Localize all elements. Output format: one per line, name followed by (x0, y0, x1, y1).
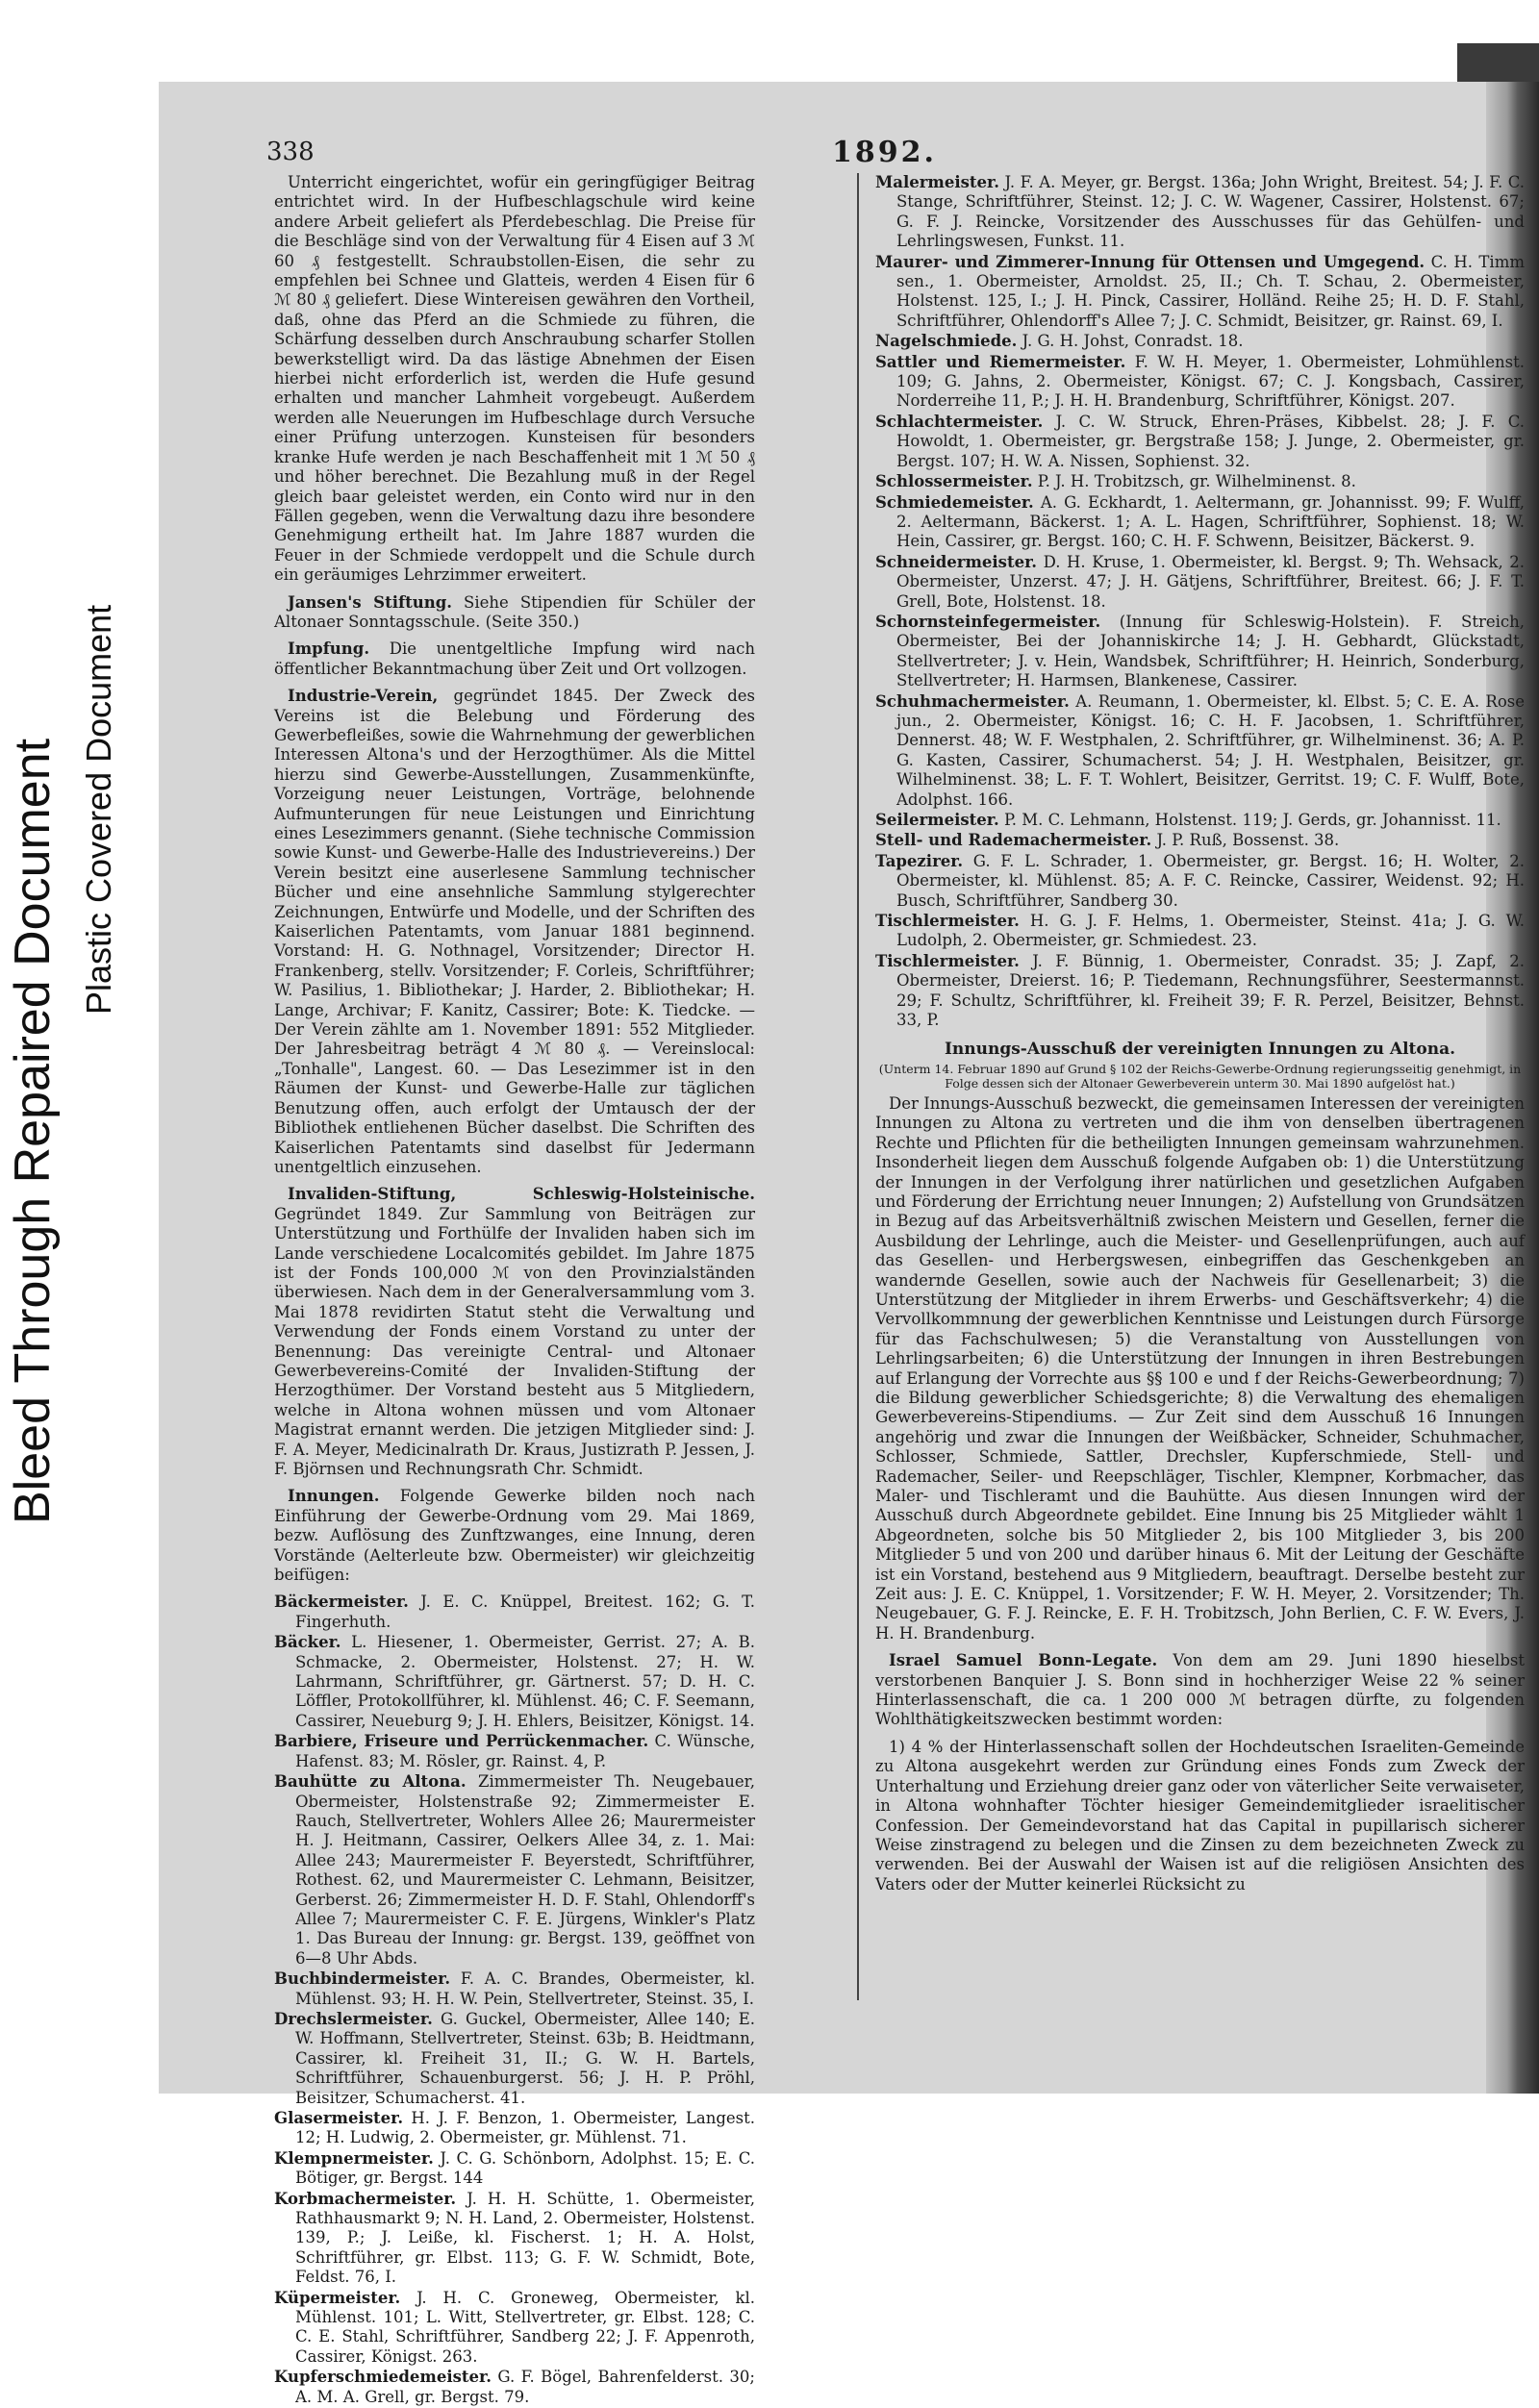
entry-text: C. H. Timm sen., 1. Obermeister, Arnoldst. 25, II.; Ch. T. Schau, 2. Obermeister, Holstenst. 125, I.; J. H. Pinck, Cassirer, Holländ. Reihe 25; H. D. F. Stahl, Schriftführer, Ohlendorff's Allee 7; J. C. Schmidt, Beisitzer, gr. Rainst. 69, I. (896, 252, 1525, 330)
left-directory-entry (274, 1633, 755, 1731)
entry-text: A. Reumann, 1. Obermeister, kl. Elbst. 5; C. E. A. Rose jun., 2. Obermeister, Königst. 16; C. H. F. Jacobsen, 1. Schriftführer, Dennerst. 48; W. F. Westphalen, 2. Schriftführer, gr. Wilhelminenst. 36; A. P. G. Kasten, Cassirer, Schumacherst. 54; J. H. Westphalen, Beisitzer, gr. Wilhelminenst. 38; L. F. T. Wohlert, Beisitzer, Gerritst. 19; C. F. Wulff, Bote, Adolphst. 166. (896, 691, 1525, 809)
entry-title: Industrie-Verein, (288, 687, 439, 706)
entry-text: C. Wünsche, Hafenst. 83; M. Rösler, gr. Rainst. 4, P. (295, 1732, 755, 1770)
entry-title: Jansen's Stiftung. (288, 592, 452, 612)
right-directory-entry (875, 173, 1525, 252)
entry-title: Nagelschmiede. (875, 332, 1018, 351)
left-directory-entry (274, 2109, 755, 2148)
page-year: 1892. (832, 136, 937, 169)
entry-text: Gegründet 1849. Zur Sammlung von Beiträgen zur Unterstützung und Forthülfe der Invaliden haben sich im Lande verschiedene Localcomités gebildet. Im Jahre 1875 ist der Fonds 100,000 ℳ von den Provinzialständen überwiesen. Nach dem in der Generalversammlung vom 3. Mai 1878 revidirten Statut steht die Verwaltung und Verwendung der Fonds einem Vorstand zu unter der Benennung: Das vereinigte Central- und Altonaer Gewerbevereins-Comité der Invaliden-Stiftung der Herzogthümer. Der Vorstand besteht aus 5 Mitgliedern, welche in Altona wohnen müssen und vom Altonaer Magistrat ernannt werden. Die jetzigen Mitglieder sind: J. F. A. Meyer, Medicinalrath Dr. Kraus, Justizrath P. Jessen, J. F. Björnsen und Rechnungsrath Chr. Schmidt. (274, 1204, 755, 1478)
page-header (159, 138, 1539, 176)
document-page (159, 82, 1539, 2406)
entry-title: Innungen. (288, 1487, 380, 1506)
entry-text: Von dem am 29. Juni 1890 hieselbst verstorbenen Banquier J. S. Bonn sind in hochherziger Weise 22 % seiner Hinterlassenschaft, die ca. 1 200 000 ℳ betragen dürfte, zu folgenden Wohlthätigkeitszwecken bestimmt worden: (875, 1651, 1525, 1729)
right-column (875, 173, 1525, 1902)
entry-text: G. F. L. Schrader, 1. Obermeister, gr. Bergst. 16; H. Wolter, 2. Obermeister, kl. Mühlenst. 85; A. F. C. Reincke, Cassirer, Weidenst. 92; H. Busch, Schriftführer, Sandberg 30. (896, 851, 1525, 910)
entry-title: Korbmachermeister. (274, 2189, 457, 2208)
right-directory-entry (875, 952, 1525, 1031)
entry-title: Buchbindermeister. (274, 1969, 451, 1989)
right-directory-entry (875, 493, 1525, 552)
bleed-through-label: Bleed Through Repaired Document (5, 738, 61, 1524)
entry-text: P. J. H. Trobitzsch, gr. Wilhelminenst. 8. (1032, 472, 1356, 491)
left-directory-entry (274, 1969, 755, 2009)
right-paragraph (875, 1094, 1525, 1643)
entry-title: Tapezirer. (875, 851, 964, 870)
left-directory-entry (274, 2149, 755, 2189)
entry-text: J. C. W. Struck, Ehren-Präses, Kibbelst. 28; J. F. C. Howoldt, 1. Obermeister, gr. Bergstraße 158; J. Junge, 2. Obermeister, gr. Bergst. 107; H. W. A. Nissen, Sophienst. 32. (896, 412, 1525, 470)
right-note (875, 1062, 1525, 1091)
right-directory-entry (875, 613, 1525, 691)
entry-text: D. H. Kruse, 1. Obermeister, kl. Bergst. 9; Th. Wehsack, 2. Obermeister, Unzerst. 47; J. H. Gätjens, Schriftführer, Breitest. 66; J. F. T. Grell, Bote, Holstenst. 18. (896, 552, 1525, 611)
entry-text: J. C. G. Schönborn, Adolphst. 15; E. C. Bötiger, gr. Bergst. 144 (295, 2148, 755, 2188)
right-directory-entry (875, 553, 1525, 612)
entry-text: J. G. H. Johst, Conradst. 18. (1017, 332, 1244, 351)
entry-title: Barbiere, Friseure und Perrückenmacher. (274, 1732, 649, 1751)
left-directory-entry (274, 1732, 755, 1771)
entry-text: J. F. Bünnig, 1. Obermeister, Conradst. 35; J. Zapf, 2. Obermeister, Dreierst. 16; P. Tiedemann, Rechnungsführer, Seestermannst. 29; F. Schultz, Schriftführer, kl. Freiheit 39; F. R. Perzel, Beisitzer, Behnst. 33, P. (896, 951, 1525, 1030)
entry-text: Der Innungs-Ausschuß bezweckt, die gemeinsamen Interessen der vereinigten Innungen zu Altona zu vertreten und die ihm von denselben übertragenen Rechte und Pflichten für die betheiligten Innungen gemeinsam wahrzunehmen. Insonderheit liegen dem Ausschuß folgende Aufgaben ob: 1) die Unterstützung der Innungen in der Verfolgung ihrer natürlichen und gesetzlichen Aufgaben und Förderung der Errichtung neuer Innungen; 2) Aufstellung von Grundsätzen in Bezug auf das Arbeitsverhältniß zwischen Meistern und Gesellen, ferner die Ausbildung der Lehrlinge, auch die Meister- und Gesellenprüfungen, auch auf das Gesellen- und Herbergswesen, einbegriffen das Geschenkgeben an wandernde Gesellen, sowie auch der Nachweis für Gesellenarbeit; 3) die Unterstützung der Mitglieder in ihrem Erwerbs- und Geschäftsverkehr; 4) die Vervollkommnung der gewerblichen Kenntnisse und Leistungen durch Fürsorge für das Fachschulwesen; 5) die Veranstaltung von Ausstellungen von Lehrlingsarbeiten; 6) die Unterstützung der Innungen in ihren Bestrebungen auf Erlangung der Vorrechte aus §§ 100 e und f der Reichs-Gewerbeordnung; 7) die Bildung gewerblicher Schiedsgerichte; 8) die Verwaltung des ehemaligen Gewerbevereins-Stipendiums. — Zur Zeit sind dem Ausschuß 16 Innungen angehörig und zwar die Innungen der Weißbäcker, Schneider, Schuhmacher, Schlosser, Schmiede, Sattler, Drechsler, Kupferschmiede, Stell- und Rademacher, Seiler- und Reepschläger, Tischler, Klempner, Korbmacher, das Maler- und Tischleramt und die Bauhütte. Aus diesen Innungen wird der Ausschuß durch Abgeordnete gebildet. Eine Innung bis 25 Mitglieder wählt 1 Abgeordneten, solche bis 50 Mitglieder 2, bis 100 Mitglieder 3, bis 200 Mitglieder 5 und von 200 und darüber hinaus 6. Mit der Leitung der Geschäfte ist ein Vorstand, bestehend aus 9 Mitgliedern, beauftragt. Derselbe besteht zur Zeit aus: J. E. C. Knüppel, 1. Vorsitzender; F. W. H. Meyer, 2. Vorsitzender; Th. Neugebauer, G. F. J. Reincke, E. F. H. Trobitzsch, John Berlien, C. F. W. Evers, J. H. H. Brandenburg. (875, 1093, 1525, 1643)
entry-text: J. E. C. Knüppel, Breitest. 162; G. T. Fingerhuth. (295, 1593, 755, 1631)
right-section-heading (875, 1040, 1525, 1059)
entry-text: L. Hiesener, 1. Obermeister, Gerrist. 27; A. B. Schmacke, 2. Obermeister, Holstenst. 27; H. W. Lahrmann, Schriftführer, gr. Gärtnerst. 57; D. H. C. Löffler, Protokollführer, kl. Mühlenst. 46; C. F. Seemann, Cassirer, Neueburg 9; J. H. Ehlers, Beisitzer, Königst. 14. (295, 1633, 755, 1730)
entry-text: Siehe Stipendien für Schüler der Altonaer Sonntagsschule. (Seite 350.) (274, 592, 755, 631)
entry-title: Schlossermeister. (875, 472, 1033, 491)
page-number: 338 (266, 138, 315, 166)
entry-title: Drechslermeister. (274, 2009, 433, 2028)
entry-title: Bäcker. (274, 1633, 341, 1652)
entry-text: Zimmermeister Th. Neugebauer, Obermeister, Holstenstraße 92; Zimmermeister E. Rauch, Stellvertreter, Wohlers Allee 26; Maurermeister H. J. Heitmann, Cassirer, Oelkers Allee 34, z. 1. Mai: Allee 243; Maurermeister F. Beyerstedt, Schriftführer, Rothest. 62, und Maurermeister C. Lehmann, Beisitzer, Gerberst. 26; Zimmermeister H. D. F. Stahl, Ohlendorff's Allee 7; Maurermeister C. F. E. Jürgens, Winkler's Platz 1. Das Bureau der Innung: gr. Bergst. 139, geöffnet von 6—8 Uhr Abds. (295, 1772, 755, 1968)
entry-text: F. A. C. Brandes, Obermeister, kl. Mühlenst. 93; H. H. W. Pein, Stellvertreter, Steinst. 35, I. (295, 1969, 755, 2008)
left-paragraph (274, 593, 755, 633)
entry-text: J. P. Ruß, Bossenst. 38. (1151, 831, 1340, 850)
plastic-covered-label: Plastic Covered Document (79, 604, 118, 1015)
right-directory-entry (875, 253, 1525, 332)
entry-text: Unterricht eingerichtet, wofür ein geringfügiger Beitrag entrichtet wird. In der Hufbeschlagschule wird keine andere Arbeit geliefert als Pferdebeschlag. Die Preise für die Beschläge sind von der Verwaltung für 4 Eisen auf 3 ℳ 60 ₰ festgestellt. Schraubstollen-Eisen, die sehr zu empfehlen bei Schnee und Glatteis, werden 4 Eisen für 6 ℳ 80 ₰ geliefert. Diese Wintereisen gewähren den Vortheil, daß, ohne das Pferd an die Schmiede zu führen, die Schärfung desselben durch Anschraubung scharfer Stollen bewerkstelligt wird. Da das lästige Abnehmen der Eisen hierbei nicht erforderlich ist, werden die Hufe gesund erhalten und mancher Lahmheit vorgebeugt. Außerdem werden alle Neuerungen im Hufbeschlage durch Versuche einer Prüfung unterzogen. Kunsteisen für besonders kranke Hufe werden je nach Beschaffenheit mit 1 ℳ 50 ₰ und höher berechnet. Die Bezahlung muß in der Regel gleich baar geleistet werden, ein Conto wird nur in den Fällen gegeben, wenn die Verwaltung dazu ihre besondere Genehmigung ertheilt hat. Im Jahre 1887 wurden die Feuer in der Schmiede verdoppelt und die Schule durch ein geräumiges Lehrzimmer erweitert. (274, 173, 755, 585)
entry-title: Küpermeister. (274, 2288, 401, 2307)
entry-title: Bäckermeister. (274, 1593, 409, 1612)
left-directory-entry (274, 2368, 755, 2407)
entry-text: J. H. C. Groneweg, Obermeister, kl. Mühlenst. 101; L. Witt, Stellvertreter, gr. Elbst. 128; C. C. E. Stahl, Schriftführer, Sandberg 22; J. F. Appenroth, Cassirer, Königst. 263. (295, 2288, 755, 2366)
entry-text: (Unterm 14. Februar 1890 auf Grund § 102 der Reichs-Gewerbe-Ordnung regierungsseitig genehmigt, in Folge dessen sich der Altonaer Gewerbeverein unterm 30. Mai 1890 aufgelöst hat.) (878, 1061, 1522, 1091)
right-directory-entry (875, 912, 1525, 951)
entry-title: Bauhütte zu Altona. (274, 1772, 467, 1792)
entry-title: Innungs-Ausschuß der vereinigten Innungen zu Altona. (944, 1040, 1456, 1060)
right-directory-entry (875, 831, 1525, 850)
left-paragraph (274, 1487, 755, 1585)
left-paragraph (274, 173, 755, 586)
entry-title: Malermeister. (875, 173, 999, 191)
entry-text: J. F. A. Meyer, gr. Bergst. 136a; John Wright, Breitest. 54; J. F. C. Stange, Schriftführer, Steinst. 12; J. C. W. Wagener, Cassirer, Holstenst. 67; G. F. J. Reincke, Vorsitzender des Ausschusses für das Gehülfen- und Lehrlingswesen, Funkst. 11. (896, 173, 1525, 251)
entry-title: Israel Samuel Bonn-Legate. (889, 1651, 1158, 1670)
entry-title: Impfung. (288, 640, 370, 659)
entry-text: 1) 4 % der Hinterlassenschaft sollen der Hochdeutschen Israeliten-Gemeinde zu Altona ausgekehrt werden zur Gründung eines Fonds zum Zweck der Unterhaltung und Erziehung dreier ganz oder von väterlicher Seite verwaiseter, in Altona wohnhafter Töchter hiesiger Gemeindemitglieder israelitischer Confession. Der Gemeindevorstand hat das Capital in pupillarisch sicherer Weise zinstragend zu belegen und die Zinsen zu dem bezeichneten Zweck zu verwenden. Bei der Auswahl der Waisen ist auf die religiösen Ansichten des Vaters oder der Mutter keinerlei Rücksicht zu (875, 1737, 1525, 1894)
right-directory-entry (875, 811, 1525, 830)
right-directory-entry (875, 332, 1525, 351)
entry-text: P. M. C. Lehmann, Holstenst. 119; J. Gerds, gr. Johannisst. 11. (998, 811, 1501, 829)
entry-title: Glasermeister. (274, 2109, 404, 2127)
entry-title: Schornsteinfegermeister. (875, 612, 1101, 631)
entry-title: Schlachtermeister. (875, 412, 1044, 431)
left-paragraph (274, 640, 755, 679)
left-directory-entry (274, 1772, 755, 1969)
entry-text: G. F. Bögel, Bahrenfelderst. 30; A. M. A. Grell, gr. Bergst. 79. (295, 2368, 755, 2406)
entry-title: Tischlermeister. (875, 951, 1020, 970)
left-directory-entry (274, 1593, 755, 1632)
right-paragraph (875, 1651, 1525, 1730)
entry-title: Stell- und Rademachermeister. (875, 831, 1152, 850)
column-divider (857, 173, 859, 2000)
entry-title: Seilermeister. (875, 811, 999, 829)
entry-title: Schneidermeister. (875, 552, 1038, 571)
entry-title: Klempnermeister. (274, 2148, 434, 2168)
entry-text: H. J. F. Benzon, 1. Obermeister, Langest. 12; H. Ludwig, 2. Obermeister, gr. Mühlenst. 71. (295, 2109, 755, 2147)
right-directory-entry (875, 692, 1525, 810)
entry-title: Kupferschmiedemeister. (274, 2368, 492, 2387)
entry-text: F. W. H. Meyer, 1. Obermeister, Lohmühlenst. 109; G. Jahns, 2. Obermeister, Königst. 67; C. J. Kongsbach, Cassirer, Norderreihe 11, P.; J. H. H. Brandenburg, Schriftführer, Königst. 207. (896, 352, 1525, 411)
entry-text: J. H. H. Schütte, 1. Obermeister, Rathhausmarkt 9; N. H. Land, 2. Obermeister, Holstenst. 139, P.; J. Leiße, kl. Fischerst. 1; H. A. Holst, Schriftführer, gr. Elbst. 113; G. F. W. Schmidt, Bote, Feldst. 76, I. (295, 2189, 755, 2287)
right-directory-entry (875, 413, 1525, 471)
right-directory-entry (875, 472, 1525, 491)
right-paragraph (875, 1738, 1525, 1894)
left-paragraph (274, 1185, 755, 1479)
entry-title: Tischlermeister. (875, 912, 1020, 931)
entry-title: Maurer- und Zimmerer-Innung für Ottensen und Umgegend. (875, 252, 1425, 271)
entry-text: G. Guckel, Obermeister, Allee 140; E. W. Hoffmann, Stellvertreter, Steinst. 63b; B. Heidtmann, Cassirer, kl. Freiheit 31, II.; G. W. H. Bartels, Schriftführer, Schauenburgerst. 56; J. H. P. Pröhl, Beisitzer, Schumacherst. 41. (295, 2009, 755, 2107)
entry-text: Die unentgeltliche Impfung wird nach öffentlicher Bekanntmachung über Zeit und Ort vollzogen. (274, 640, 755, 678)
entry-title: Schuhmachermeister. (875, 691, 1070, 711)
entry-text: A. G. Eckhardt, 1. Aeltermann, gr. Johannisst. 99; F. Wulff, 2. Aeltermann, Bäckerst. 1; A. L. Hagen, Schriftführer, Sophienst. 18; W. Hein, Cassirer, gr. Bergst. 160; C. H. F. Schwenn, Beisitzer, Bäckerst. 9. (896, 492, 1525, 551)
entry-text: H. G. J. F. Helms, 1. Obermeister, Steinst. 41a; J. G. W. Ludolph, 2. Obermeister, gr. Schmiedest. 23. (896, 912, 1525, 950)
left-directory-entry (274, 2289, 755, 2368)
entry-title: Sattler und Riemermeister. (875, 352, 1126, 371)
entry-title: Schmiedemeister. (875, 492, 1034, 512)
left-column (274, 173, 755, 2408)
right-directory-entry (875, 852, 1525, 911)
entry-text: Folgende Gewerke bilden noch nach Einführung der Gewerbe-Ordnung vom 29. Mai 1869, bezw. Auflösung des Zunftzwanges, eine Innung, deren Vorstände (Aelterleute bzw. Obermeister) wir gleichzeitig beifügen: (274, 1487, 755, 1585)
left-paragraph (274, 687, 755, 1177)
entry-text: (Innung für Schleswig-Holstein). F. Streich, Obermeister, Bei der Johanniskirche 14; J. H. Gebhardt, Glückstadt, Stellvertreter; J. v. Hein, Wandsbek, Schriftführer; H. Heinrich, Sonderburg, Stellvertreter; H. Harmsen, Blankenese, Cassirer. (896, 612, 1525, 690)
right-directory-entry (875, 353, 1525, 412)
left-directory-entry (274, 2190, 755, 2288)
entry-text: gegründet 1845. Der Zweck des Vereins ist die Belebung und Förderung des Gewerbefleißes, sowie die Wahrnehmung der gewerblichen Interessen Altona's und der Herzogthümer. Als die Mittel hierzu sind Gewerbe-Ausstellungen, Zusammenkünfte, Vorzeigung neuer Leistungen, Vorträge, belohnende Aufmunterungen für neue Leistungen und Einrichtung eines Lesezimmers genannt. (Siehe technische Commission sowie Kunst- und Gewerbe-Halle des Industrievereins.) Der Verein besitzt eine auserlesene Sammlung technischer Bücher und eine ansehnliche Sammlung stylgerechter Zeichnungen, Entwürfe und Modelle, und der Schriften des Kaiserlichen Patentamts, vom Januar 1881 beginnend. Vorstand: H. G. Nothnagel, Vorsitzender; Director H. Frankenberg, stellv. Vorsitzender; F. Corleis, Schriftführer; W. Pasilius, 1. Bibliothekar; J. Harder, 2. Bibliothekar; H. Lange, Archivar; F. Kanitz, Cassirer; Bote: K. Tiedcke. — Der Verein zählte am 1. November 1891: 552 Mitglieder. Der Jahresbeitrag beträgt 4 ℳ 80 ₰. — Vereinslocal: „Tonhalle", Langest. 60. — Das Lesezimmer ist in den Räumen der Kunst- und Gewerbe-Halle zur täglichen Benutzung offen, auch erfolgt der Umtausch der der Bibliothek entliehenen Bücher daselbst. Die Schriften des Kaiserlichen Patentamts sind daselbst für Jedermann unentgeltlich einzusehen. (274, 687, 755, 1176)
entry-title: Invaliden-Stiftung, Schleswig-Holsteinische. (288, 1185, 755, 1204)
